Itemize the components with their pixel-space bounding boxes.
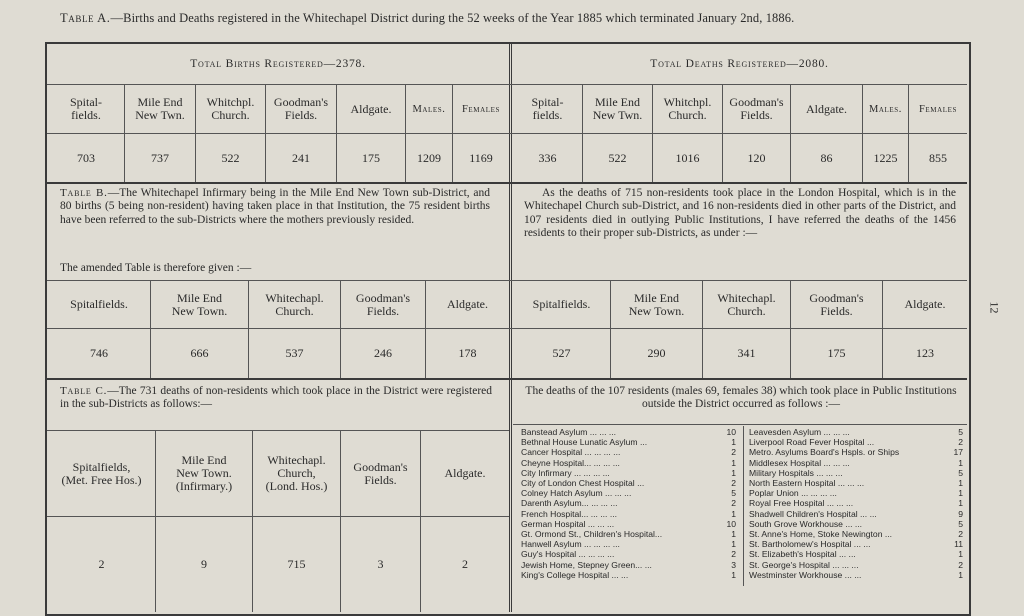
col-line	[150, 280, 151, 378]
institution-row	[749, 549, 963, 559]
table-b-births-col-2: Whitechapl. Church.	[265, 290, 324, 318]
births-total-header: Total Births Registered—2378.	[190, 57, 366, 70]
institution-row	[749, 509, 963, 519]
institution-row	[749, 539, 963, 549]
institution-name: St. Anne's Home, Stoke Newington ...	[749, 529, 893, 540]
births-col-header-2: Whitchpl. Church.	[206, 95, 255, 122]
institution-name: Gt. Ormond St., Children's Hospital...	[521, 529, 663, 540]
table-b-deaths-value-4: 123	[916, 346, 934, 360]
divider-c-right-text	[513, 424, 967, 425]
institution-name: Shadwell Children's Hospital ... ...	[749, 508, 877, 519]
institution-name: City of London Chest Hospital ...	[521, 478, 645, 489]
institution-name: Jewish Home, Stepney Green... ...	[521, 559, 652, 570]
institution-count: 1	[958, 549, 963, 560]
deaths-value-0: 336	[538, 150, 557, 165]
table-c-col-0: Spitalfields, (Met. Free Hos.)	[61, 459, 142, 487]
col-line	[265, 84, 266, 182]
institution-count: 5	[958, 427, 963, 437]
table-c-value-3: 3	[377, 557, 384, 571]
col-line	[248, 280, 249, 378]
table-c-left-body: —The 731 deaths of non-residents which took place in the District were registered in the sub-Districts as follows:—	[60, 385, 493, 411]
deaths-total-header: Total Deaths Registered—2080.	[650, 57, 829, 70]
institution-row	[749, 427, 963, 437]
births-col-header-4: Aldgate.	[350, 101, 392, 116]
col-line	[722, 84, 723, 182]
institution-name: Liverpool Road Fever Hospital ...	[749, 437, 875, 448]
institution-count: 2	[958, 559, 963, 570]
title-text: —Births and Deaths registered in the Whitechapel District during the 52 weeks of the Year 1885 which terminated January 2nd, 1886.	[110, 11, 795, 25]
deaths-col-header-6: Females	[918, 103, 958, 115]
institution-count: 1	[731, 437, 736, 448]
table-c-value-2: 715	[287, 557, 306, 571]
institution-row	[749, 458, 963, 468]
col-line	[790, 280, 791, 378]
institution-name: Metro. Asylums Board's Hspls. or Ships	[749, 447, 900, 458]
institution-row	[521, 570, 736, 580]
institution-count: 10	[726, 427, 736, 437]
table-b-births-value-0: 746	[90, 346, 108, 360]
col-line	[420, 430, 421, 612]
col-line	[336, 84, 337, 182]
institution-row	[521, 427, 736, 437]
births-value-0: 703	[77, 150, 95, 165]
deaths-col-header-4: Aldgate.	[806, 101, 847, 116]
col-line	[790, 84, 791, 182]
deaths-value-2: 1016	[675, 150, 700, 165]
institution-row	[749, 529, 963, 539]
col-line	[425, 280, 426, 378]
table-b-deaths-value-0: 527	[552, 346, 571, 360]
col-line	[452, 84, 453, 182]
institution-name: Poplar Union ... ... ... ...	[749, 488, 837, 499]
institution-count: 17	[953, 447, 963, 458]
institution-count: 9	[958, 508, 963, 519]
institution-count: 11	[954, 539, 963, 550]
institution-row	[749, 478, 963, 488]
institution-name: Leavesden Asylum ... ... ...	[749, 427, 850, 437]
institution-count: 1	[958, 457, 963, 468]
births-value-4: 175	[362, 150, 380, 165]
table-b-label: Table B.	[60, 187, 108, 199]
births-value-2: 522	[221, 150, 240, 165]
institution-name: French Hospital... ... ... ...	[521, 508, 617, 519]
table-b-births-col-0: Spitalfields.	[70, 297, 128, 311]
col-line	[908, 84, 909, 182]
institutions-list-right	[749, 427, 963, 580]
institutions-list-left	[521, 427, 736, 580]
births-value-6: 1169	[469, 150, 493, 165]
deaths-col-header-2: Whitchpl. Church.	[663, 95, 712, 122]
table-b-births-value-4: 178	[458, 346, 477, 360]
deaths-value-6: 855	[929, 150, 947, 165]
table-b-right-text: As the deaths of 715 non-residents took place in the London Hospital, which is in the Whitechapel Church sub-District, and 16 non-residents died in other parts of the District, and 107 residents died in outlying Public Institutions, I have referred the deaths of the 1456 residents to their proper sub-Districts, as under :—	[524, 187, 956, 239]
table-c-label: Table C.	[60, 385, 108, 397]
col-line	[252, 430, 253, 612]
institution-row	[749, 447, 963, 457]
table-c-col-3: Goodman's Fields.	[353, 459, 408, 487]
institution-row	[749, 488, 963, 498]
col-line	[882, 280, 883, 378]
table-c-left-text	[60, 385, 492, 412]
deaths-col-header-3: Goodman's Fields.	[729, 95, 784, 122]
institution-name: City Infirmary ... ... ... ...	[521, 467, 610, 478]
table-b-deaths-value-3: 175	[827, 346, 846, 360]
institution-row	[521, 509, 736, 519]
page-title	[60, 11, 794, 26]
col-line	[340, 430, 341, 612]
institution-name: St. Bartholomew's Hospital ... ...	[749, 539, 871, 550]
institution-count: 5	[731, 488, 736, 499]
institution-name: Cheyne Hospital... ... ... ...	[521, 457, 620, 468]
col-line	[340, 280, 341, 378]
institution-count: 3	[731, 559, 736, 570]
institution-count: 1	[958, 498, 963, 509]
table-b-births-value-1: 666	[190, 346, 209, 360]
col-line	[124, 84, 125, 182]
institution-count: 1	[731, 457, 736, 468]
institution-count: 1	[731, 467, 736, 478]
deaths-value-4: 86	[820, 150, 833, 165]
institution-count: 1	[731, 529, 736, 540]
institution-row	[521, 468, 736, 478]
table-b-deaths-col-0: Spitalfields.	[532, 297, 591, 311]
institution-count: 2	[731, 549, 736, 560]
col-line	[652, 84, 653, 182]
table-c-value-1: 9	[201, 557, 207, 571]
divider-a-b	[47, 182, 967, 184]
institution-row	[521, 539, 736, 549]
institution-count: 1	[731, 569, 736, 580]
institution-count: 2	[958, 437, 963, 448]
table-b-births-value-3: 246	[374, 346, 392, 360]
births-col-header-5: Males.	[412, 103, 446, 115]
deaths-col-header-5: Males.	[868, 103, 903, 115]
table-a-label: Table A.	[60, 11, 111, 25]
table-b-births-col-3: Goodman's Fields.	[355, 290, 411, 318]
institution-name: South Grove Workhouse ... ...	[749, 518, 863, 529]
page-number: 12	[987, 301, 1002, 314]
col-line	[702, 280, 703, 378]
births-col-header-6: Females	[461, 103, 501, 115]
col-line	[195, 84, 196, 182]
deaths-value-1: 522	[608, 150, 627, 165]
institution-name: St. George's Hospital ... ... ...	[749, 559, 859, 570]
institution-count: 2	[731, 498, 736, 509]
deaths-col-header-1: Mile End New Twn.	[592, 95, 643, 122]
institution-name: Royal Free Hospital ... ... ...	[749, 498, 854, 509]
table-b-births-col-4: Aldgate.	[447, 297, 488, 311]
institution-count: 5	[958, 518, 963, 529]
table-c-col-1: Mile End New Town. (Infirmary.)	[175, 453, 233, 493]
table-b-deaths-col-3: Goodman's Fields.	[809, 290, 864, 318]
institution-name: Military Hospitals ... ... ...	[749, 467, 843, 478]
institution-row	[521, 437, 736, 447]
institution-name: Bethnal House Lunatic Asylum ...	[521, 437, 648, 448]
institution-row	[521, 458, 736, 468]
table-b-deaths-value-2: 341	[737, 346, 756, 360]
institution-name: King's College Hospital ... ...	[521, 569, 629, 580]
table-b-deaths-col-4: Aldgate.	[904, 297, 946, 311]
births-col-header-3: Goodman's Fields.	[273, 95, 329, 122]
table-c-value-0: 2	[98, 557, 105, 571]
institution-row	[749, 498, 963, 508]
col-line	[405, 84, 406, 182]
institution-count: 2	[731, 447, 736, 458]
col-line	[743, 426, 744, 586]
institution-name: St. Elizabeth's Hospital ... ...	[749, 549, 856, 560]
institution-name: Darenth Asylum... ... ... ...	[521, 498, 618, 509]
table-c-col-2: Whitechapl. Church, (Lond. Hos.)	[265, 453, 328, 493]
institution-count: 2	[958, 529, 963, 540]
table-b-deaths-value-1: 290	[647, 346, 666, 360]
institution-count: 1	[731, 508, 736, 519]
institution-name: Hanwell Asylum ... ... ... ...	[521, 539, 620, 550]
institution-count: 5	[958, 467, 963, 478]
table-c-col-4: Aldgate.	[444, 466, 486, 480]
institution-row	[521, 549, 736, 559]
institution-name: Banstead Asylum ... ... ...	[521, 427, 617, 437]
table-b-births-value-2: 537	[285, 346, 304, 360]
divider-b-c	[47, 378, 967, 380]
births-value-1: 737	[151, 150, 169, 165]
col-line	[610, 280, 611, 378]
institution-name: Colney Hatch Asylum ... ... ...	[521, 488, 632, 499]
institution-row	[749, 468, 963, 478]
deaths-value-5: 1225	[873, 150, 898, 165]
institution-row	[521, 560, 736, 570]
institution-row	[749, 437, 963, 447]
institution-name: Cancer Hospital ... ... ... ...	[521, 447, 621, 458]
institution-row	[521, 519, 736, 529]
institution-count: 2	[731, 478, 736, 489]
institution-row	[521, 529, 736, 539]
institution-count: 10	[726, 518, 736, 529]
births-value-3: 241	[292, 150, 310, 165]
table-b-left-body: —The Whitechapel Infirmary being in the Mile End New Town sub-District, and 80 births (5 being non-resident) having taken place in that Institution, the 75 resident births have been referred to the sub-Districts where the mothers previously resided.	[60, 187, 490, 226]
institution-row	[521, 478, 736, 488]
institution-name: North Eastern Hospital ... ... ...	[749, 478, 865, 489]
institution-name: Westminster Workhouse ... ...	[749, 569, 862, 580]
table-c-value-4: 2	[462, 557, 468, 571]
births-col-header-0: Spital- fields.	[70, 95, 102, 122]
institution-row	[521, 488, 736, 498]
institution-name: Middlesex Hospital ... ... ...	[749, 457, 850, 468]
institution-row	[521, 498, 736, 508]
table-b-deaths-col-2: Whitechapl. Church.	[717, 290, 776, 318]
col-line	[862, 84, 863, 182]
institution-row	[749, 560, 963, 570]
institution-count: 1	[958, 488, 963, 499]
institution-name: German Hospital ... ... ...	[521, 518, 615, 529]
table-b-left-text	[60, 187, 490, 227]
col-line	[582, 84, 583, 182]
deaths-value-3: 120	[747, 150, 766, 165]
institution-count: 1	[958, 478, 963, 489]
institution-count: 1	[958, 569, 963, 580]
table-b-amended: The amended Table is therefore given :—	[60, 262, 252, 274]
institution-row	[521, 447, 736, 457]
institution-name: Guy's Hospital ... ... ... ...	[521, 549, 615, 560]
table-c-right-text: The deaths of the 107 residents (males 69, females 38) which took place in Public Institutions outside the District occurred as follows :—	[525, 385, 957, 411]
births-col-header-1: Mile End New Twn.	[135, 95, 185, 122]
institution-row	[749, 519, 963, 529]
institution-row	[749, 570, 963, 580]
col-line	[155, 430, 156, 612]
table-b-deaths-col-1: Mile End New Town.	[628, 290, 685, 318]
table-b-births-col-1: Mile End New Town.	[171, 290, 228, 318]
institution-count: 1	[731, 539, 736, 550]
births-value-5: 1209	[417, 150, 441, 165]
deaths-col-header-0: Spital- fields.	[531, 95, 564, 122]
